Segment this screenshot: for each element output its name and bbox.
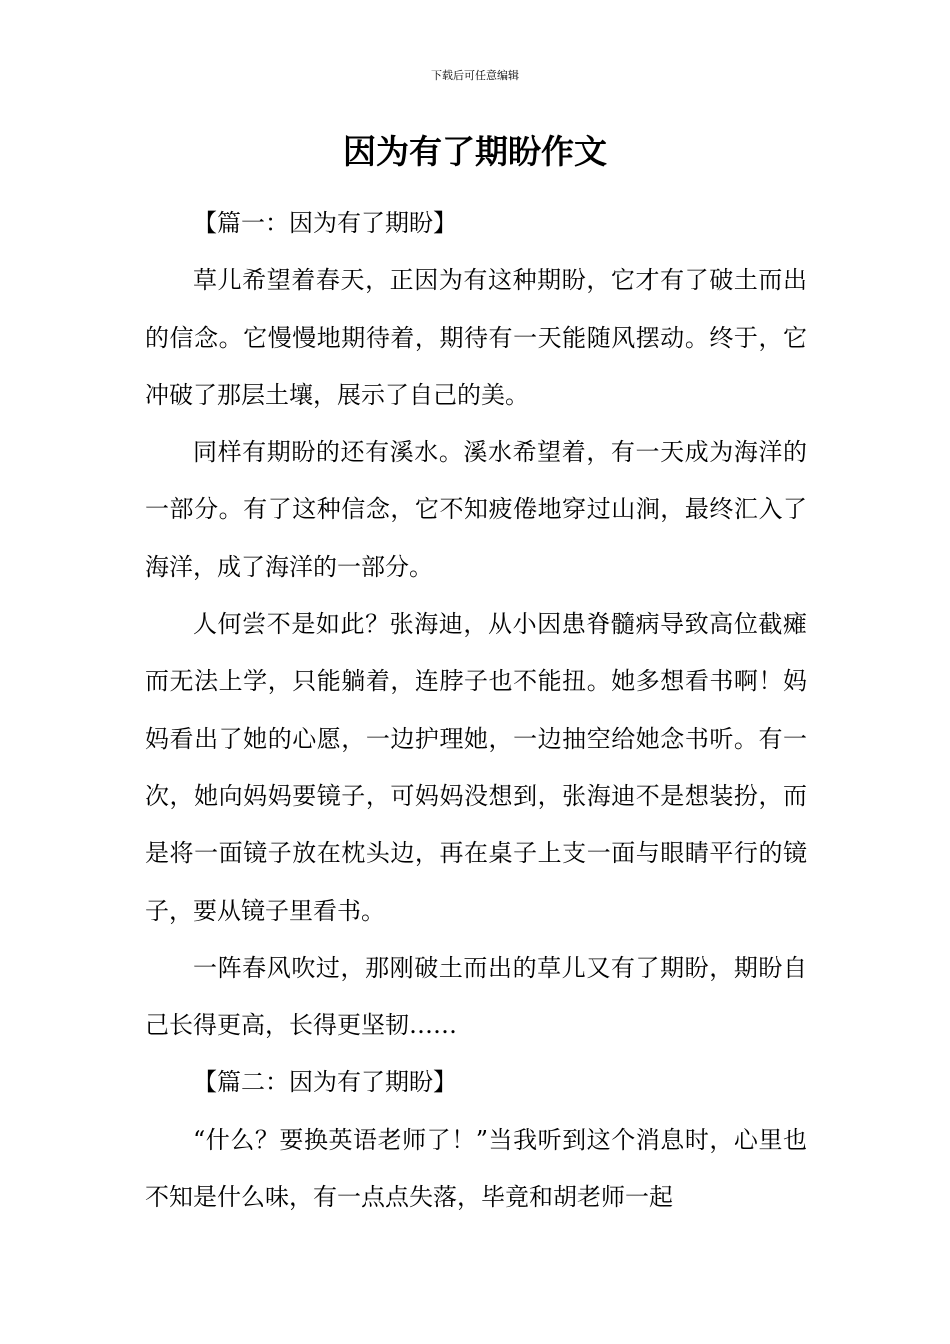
paragraph-1: 草儿希望着春天，正因为有这种期盼，它才有了破土而出的信念。它慢慢地期待着，期待有一天能随风摆动。终于，它冲破了那层土壤，展示了自己的美。: [145, 266, 807, 409]
section-heading-2: 【篇二：因为有了期盼】: [193, 1068, 457, 1097]
paragraph-4: 一阵春风吹过，那刚破土而出的草儿又有了期盼，期盼自己长得更高，长得更坚韧……: [145, 953, 807, 1040]
section-heading-1: 【篇一：因为有了期盼】: [193, 209, 457, 237]
document-body: [145, 195, 807, 1226]
paragraph-3: 人何尝不是如此？张海迪，从小因患脊髓病导致高位截瘫而无法上学，只能躺着，连脖子也不能扭。她多想看书啊！妈妈看出了她的心愿，一边护理她，一边抽空给她念书听。有一次，她向妈妈要镜子，可妈妈没想到，张海迪不是想装扮，而是将一面镜子放在枕头边，再在桌子上支一面与眼睛平行的镜子，要从镜子里看书。: [145, 610, 807, 925]
header-note: 下载后可任意编辑: [431, 69, 519, 82]
paragraph-5: “什么？要换英语老师了！”当我听到这个消息时，心里也不知是什么味，有一点点失落，毕竟和胡老师一起: [145, 1125, 807, 1212]
paragraph-2: 同样有期盼的还有溪水。溪水希望着，有一天成为海洋的一部分。有了这种信念，它不知疲倦地穿过山涧，最终汇入了海洋，成了海洋的一部分。: [145, 438, 807, 581]
document-title: 因为有了期盼作文: [343, 132, 607, 171]
